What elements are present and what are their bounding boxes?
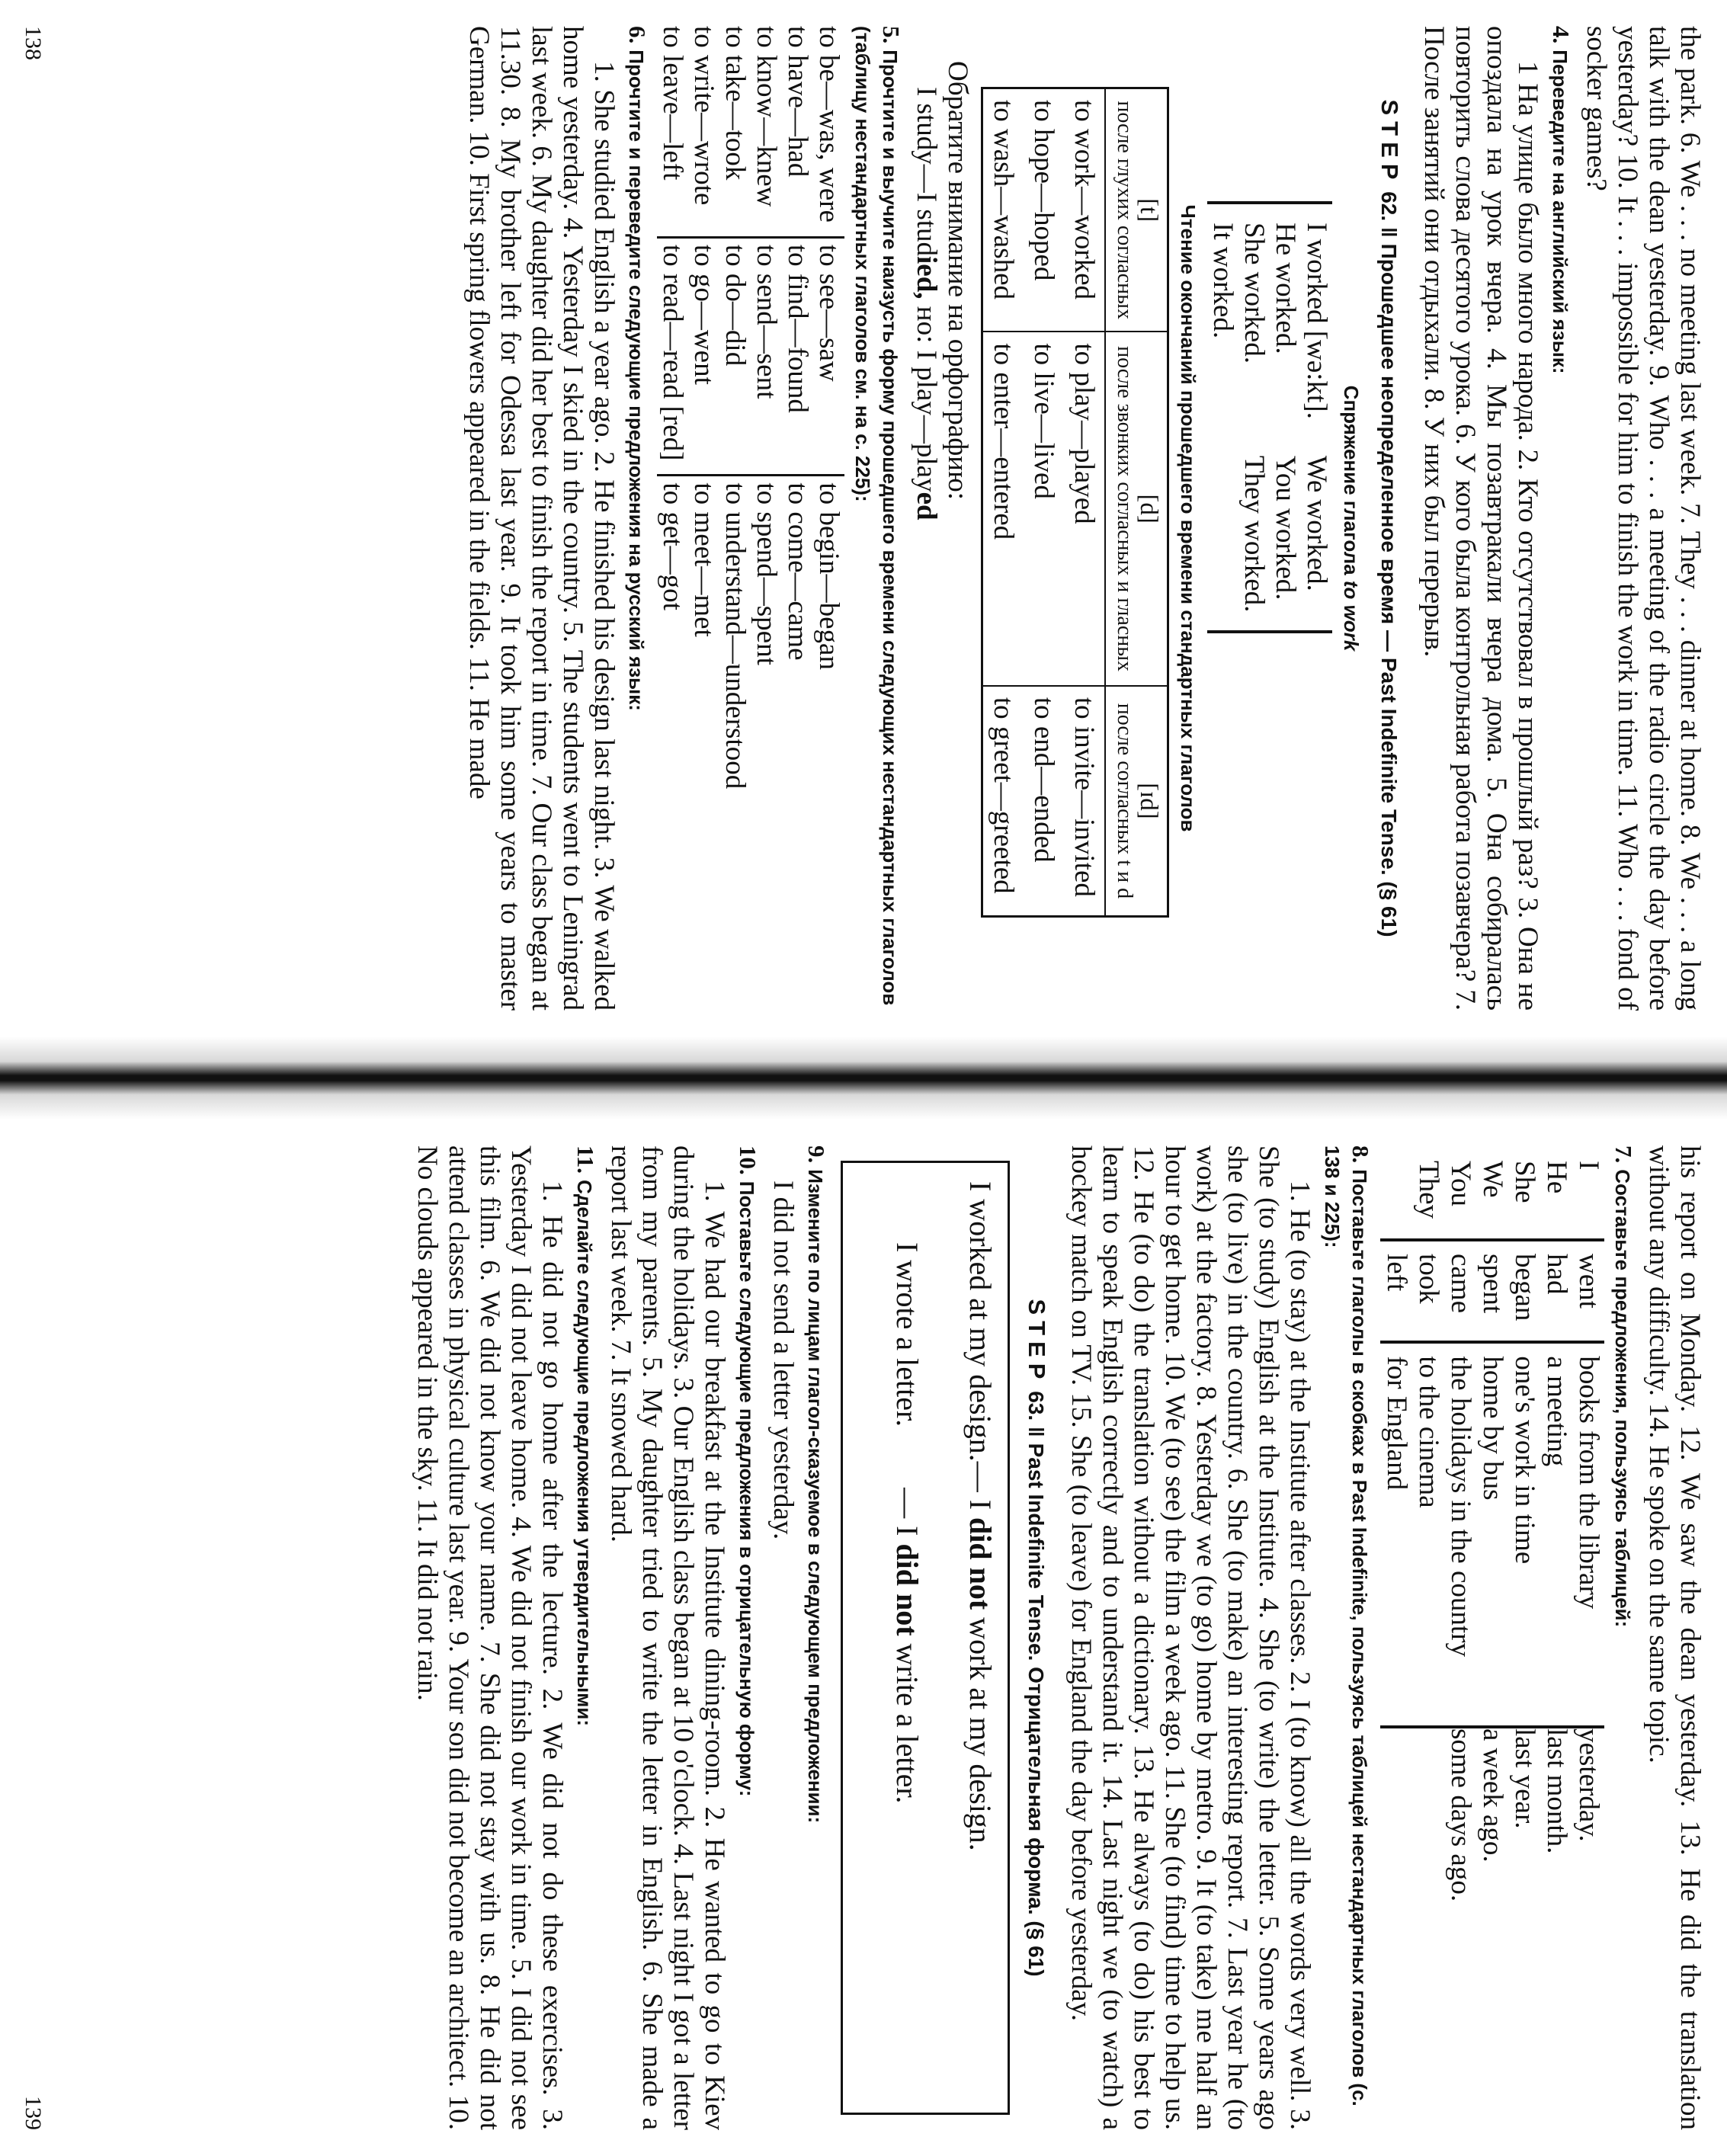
endings-table <box>981 87 1169 918</box>
exercise-10-heading: 10.Поставьте следующие предложения в отрицательную форму: <box>735 1145 761 1797</box>
exercise-11-text: 1. He did not go home after the lecture. 2. We did not do these exercises. 3. Yesterday I did not leave home. 4. We did not finish our work in time. 5. I did not see this film. 6. We did not know your name. 7. She did not stay with us. 8. He did not attend classes in physical culture last year. 9. Your son did not become an architect. 10. No clouds appeared in the sky. 11. It did not rain. <box>412 1145 568 2130</box>
exercise-7-heading: 7.Составьте предложения, пользуясь таблицей: <box>1610 1145 1637 1628</box>
conjugation-heading: Спряжение глагола to work <box>1340 385 1363 652</box>
step-63-heading: STEP 63. ‖ Past Indefinite Tense. Отрицательная форма. (§ 61) <box>1024 1299 1050 1977</box>
step-62-heading: STEP 62. ‖ Прошедшее неопределенное время — Past Indefinite Tense. (§ 61) <box>1376 99 1403 937</box>
box-line-2: I wrote a letter. — I did not write a letter. <box>890 1242 924 1804</box>
spelling-note: Обратите внимание на орфографию: <box>942 61 973 500</box>
page-number-right: 139 <box>21 2096 46 2130</box>
subjects-column: I He She We You They <box>1413 1161 1604 1219</box>
verbs-column: went had began spent came took left <box>1380 1240 1604 1342</box>
exercise-4-heading: 4.Переведите на английский язык: <box>1548 26 1575 374</box>
irregular-verbs-table <box>657 26 844 802</box>
irregular-col-1: to be—was, were to have—had to know—knew to take—took to write—wrote to leave—left <box>657 26 844 223</box>
table-row: to work—worked to play—played to invite—invited <box>1064 88 1105 917</box>
page-number-left: 138 <box>21 26 46 60</box>
endings-heading: Чтение окончаний прошедшего времени стандартных глаголов <box>1177 204 1200 832</box>
exercise-10-text: 1. We had our breakfast at the Institute dining-room. 2. He wanted to go to Kiev during the holidays. 3. Our English class began at 10 o'clock. 4. Last night I got a letter from my parents. 5. My daughter tried to write the letter in English. 6. She made a report last week. 7. It snowed hard. <box>605 1145 730 2130</box>
irregular-col-3: to begin—began to come—came to spend—spent to understand—understood to meet—met to get—got <box>657 476 844 802</box>
exercise-6-text: 1. She studied English a year ago. 2. He finished his design last night. 3. We walked home yesterday. 4. Yesterday I skied in the country. 5. The students went to Leningrad last week. 6. My daughter did her best to finish the report in time. 7. Our class began at 11.30. 8. My brother left for Odessa last year. 9. It took him some years to master German. 10. First spring flowers appeared in the fields. 11. He made <box>463 26 620 1011</box>
endings-header-t: [t] после глухих согласных <box>1105 88 1168 332</box>
exercise-11-heading: 11.Сделайте следующие предложения утвердительными: <box>572 1145 599 1727</box>
conjugation-table: I worked [wə:kt]. We worked. He worked. You worked. She worked. They worked. It worked. <box>1207 201 1332 633</box>
page-138 <box>0 0 1727 1036</box>
exercise-9-sentence: I did not send a letter yesterday. <box>767 1181 799 1540</box>
exercise-4-text: 1 На улице было много народа. 2. Кто отсутствовал в прошлый раз? 3. Она не опоздала на урок вчера. 4. Мы позавтракали вчера дома. 5. Она собиралась повторить слова десятого урока. 6. У кого была контрольная работа позавчера? 7. После занятий они отдыхали. 8. У них был перерыв. <box>1418 26 1543 1011</box>
right-intro: his report on Monday. 12. We saw the dean yesterday. 13. He did the translation without any difficulty. 14. He spoke on the same topic. <box>1643 1145 1706 2130</box>
box-line-1: I worked at my design.— I did not work at my design. <box>963 1181 998 1851</box>
left-intro: the park. 6. We . . . no meeting last week. 7. They . . . dinner at home. 8. We . . . a long talk with the dean yesterday. 9. Who . . . a meeting of the radio circle the day before yesterday? 10. It . . . impossible for him to finish the work in time. 11. Who . . . fond of socker games? <box>1581 26 1706 1011</box>
spelling-example: I study—I studied, но: I play—played <box>911 87 942 521</box>
negative-form-example-box <box>841 1161 1010 2115</box>
book-gutter <box>0 1036 1727 1120</box>
exercise-6-heading: 6.Прочтите и переведите следующие предложения на русский язык: <box>624 26 651 711</box>
exercise-8-text: 1. He (to stay) at the Institute after classes. 2. I (to know) all the words very well. 3. She (to study) English at the Institute. 4. She (to write) the letter. 5. Some years ago she (to live) in the country. 6. She (to make) an interesting report. 7. Last year he (to work) at the factory. 8. Yesterday we (to go) home by metro. 9. It (to take) me half an hour to get home. 10. We (to see) the film a week ago. 11. She (to find) time to help us. 12. He (to do) the translation without a dictionary. 13. He always (to do) his best to learn to speak English correctly and to understand it. 14. Last night we (to watch) a hockey match on TV. 15. She (to leave) for England the day before yesterday. <box>1065 1145 1315 2130</box>
irregular-col-2: to see—saw to find—found to send—sent to do—did to go—went to read—read [red] <box>657 237 844 476</box>
table-row: to hope—hoped to live—lived to end—ended <box>1024 88 1064 917</box>
endings-header-id: [ɪd] после согласных t и d <box>1105 686 1168 917</box>
sentence-builder-table <box>1380 1161 1604 1921</box>
table-row: to wash—washed to enter—entered to greet—greeted <box>982 88 1024 917</box>
exercise-5-heading: 5.Прочтите и выучите наизусть форму прошедшего времени следующих нестандартных глаголов (таблицу нестандартных глаголов см. на с. 225): <box>851 26 905 1006</box>
endings-header-d: [d] после звонких согласных и гласных <box>1105 332 1168 685</box>
page-139 <box>0 1120 1727 2156</box>
exercise-9-heading: 9.Измените по лицам глагол-сказуемое в следующем предложении: <box>803 1145 830 1824</box>
time-column: yesterday. last month. last year. a week ago. some days ago. <box>1445 1728 1604 1902</box>
exercise-8-heading: 8.Поставьте глаголы в скобках в Past Indefinite, пользуясь таблицей нестандартных глаголов (с. 138 и 225): <box>1321 1145 1374 2106</box>
objects-column: books from the library a meeting one's work in time home by bus the holidays in the country to the cinema for England <box>1380 1342 1604 1727</box>
